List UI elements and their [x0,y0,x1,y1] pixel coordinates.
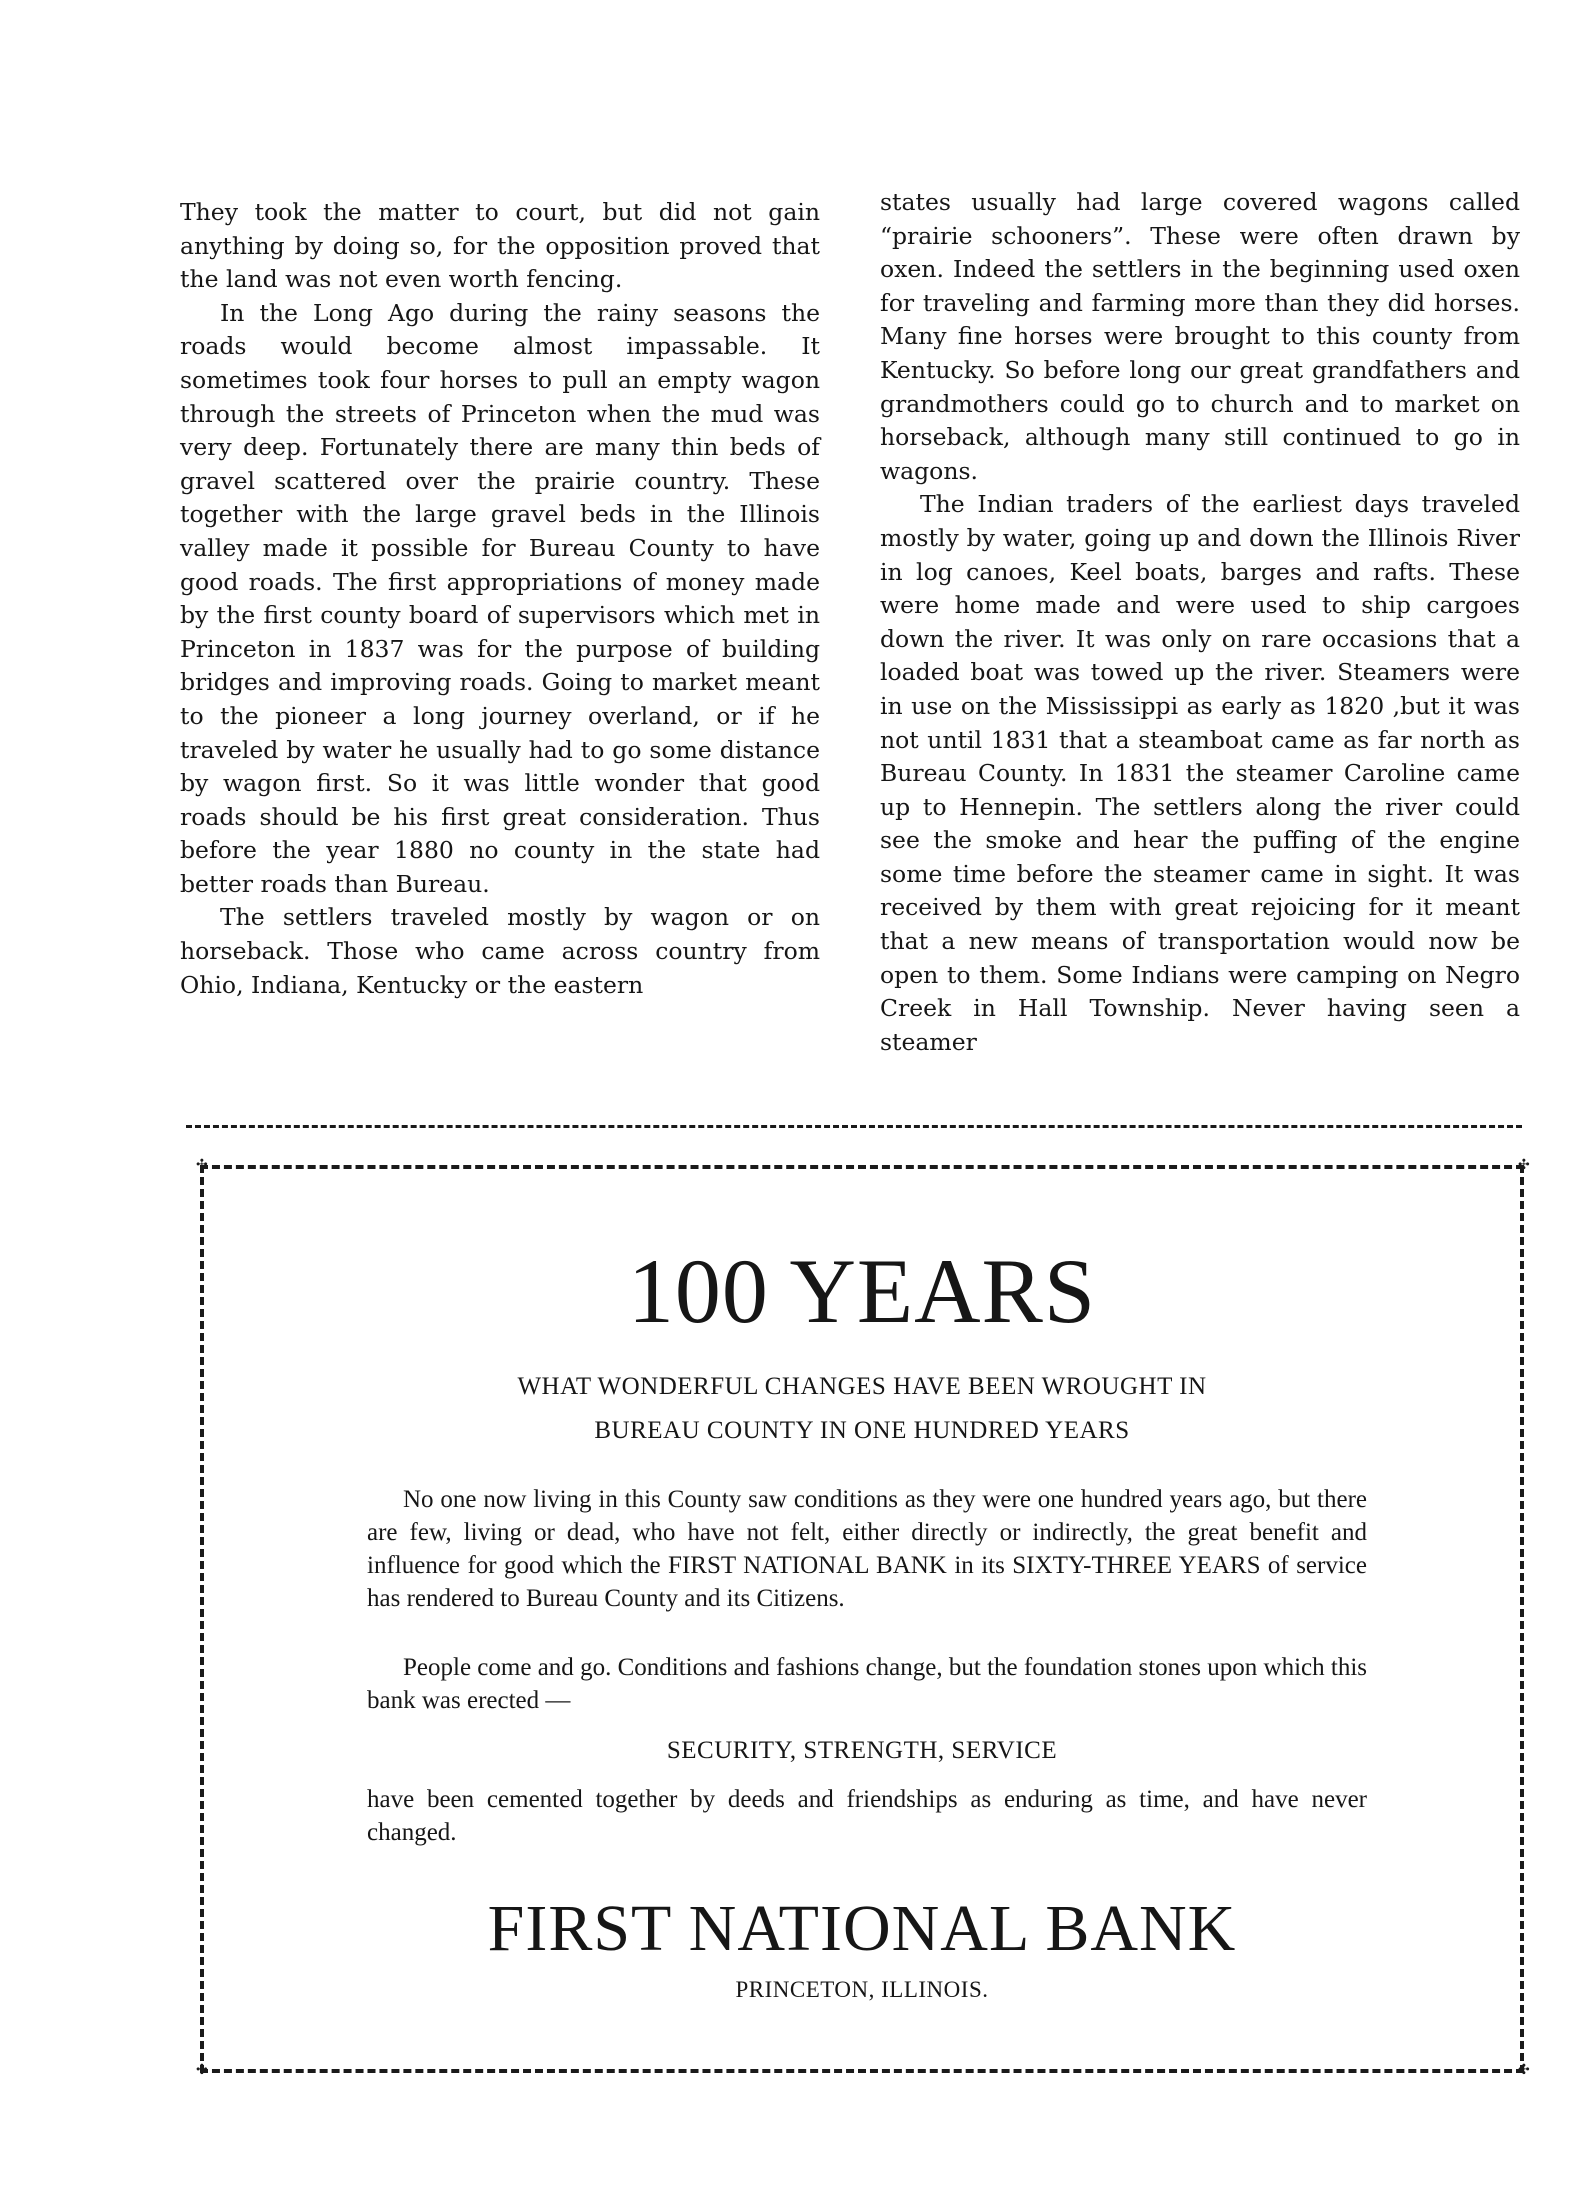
bank-name: FIRST NATIONAL BANK [487,1892,1237,1965]
ad-headline: 100 YEARS [627,1240,1097,1342]
ad-motto: SECURITY, STRENGTH, SERVICE [666,1737,1058,1764]
corner-ornament: ✣ [196,1157,208,1173]
left-column [180,196,820,1116]
paragraph: In the Long Ago during the rainy seasons the roads would become almost impassable. It sometimes took four horses to pull an empty wagon through the streets of Princeton when the mud was very deep. Fortunately there are many thin beds of gravel scattered over the prairie country. These together with the large gravel beds in the Illinois valley made it possible for Bureau County to have good roads. The first appropriations of money made by the first county board of supervisors which met in Princeton in 1837 was for the purpose of building bridges and improving roads. Going to market meant to the pioneer a long journey overland, or if he traveled by water he usually had to go some distance by wagon first. So it was little wonder that good roads should be his first great consideration. Thus before the year 1880 no county in the state had better roads than Bureau. [180,298,820,898]
ad-text: have been cemented together by deeds and friendships as enduring as time, and have never changed. [367,1786,1367,1846]
paragraph: states usually had large covered wagons called “prairie schooners”. These were often drawn by oxen. Indeed the settlers in the beginning used oxen for traveling and farming more than they did horses. Many fine horses were brought to this county from Kentucky. So before long our great grandfathers and grandmothers could go to church and to market on horseback, although many still continued to go in wagons. [880,188,1520,485]
paragraph: They took the matter to court, but did not gain anything by doing so, for the opposition proved that the land was not even worth fencing. [180,198,820,294]
section-divider [186,1125,1522,1128]
right-column [880,186,1520,1116]
ad-text: No one now living in this County saw conditions as they were one hundred years ago, but there are few, living or dead, who have not felt, either directly or indirectly, the great benefit and influence for good which the FIRST NATIONAL BANK in its SIXTY-THREE YEARS of service has rendered to Bureau County and its Citizens. [367,1486,1367,1612]
corner-ornament: ✣ [196,2062,208,2078]
ad-paragraph [367,1783,1367,1849]
ad-subtitle: WHAT WONDERFUL CHANGES HAVE BEEN WROUGHT IN [517,1373,1207,1400]
ad-paragraph [367,1651,1367,1717]
bank-location: PRINCETON, ILLINOIS. [735,1977,989,2002]
ad-text: People come and go. Conditions and fashions change, but the foundation stones upon which this bank was erected — [367,1654,1367,1714]
article-columns [180,188,1520,1116]
bank-advertisement [196,1157,1530,2078]
corner-ornament: ✣ [1518,1157,1530,1173]
paragraph: The Indian traders of the earliest days traveled mostly by water, going up and down the Illinois River in log canoes, Keel boats, barges and rafts. These were home made and were used to ship cargoes down the river. It was only on rare occasions that a loaded boat was towed up the river. Steamers were in use on the Mississippi as early as 1820 ,but it was not until 1831 that a steamboat came as far north as Bureau County. In 1831 the steamer Caroline came up to Hennepin. The settlers along the river could see the smoke and hear the puffing of the engine some time before the steamer came in sight. It was received by them with great rejoicing for it meant that a new means of transportation would now be open to them. Some Indians were camping on Negro Creek in Hall Township. Never having seen a steamer [880,490,1520,1056]
ad-paragraph [367,1483,1367,1615]
paragraph: The settlers traveled mostly by wagon or on horseback. Those who came across country from Ohio, Indiana, Kentucky or the eastern [180,903,820,999]
corner-ornament: ✣ [1518,2062,1530,2078]
ad-subtitle: BUREAU COUNTY IN ONE HUNDRED YEARS [594,1417,1130,1444]
